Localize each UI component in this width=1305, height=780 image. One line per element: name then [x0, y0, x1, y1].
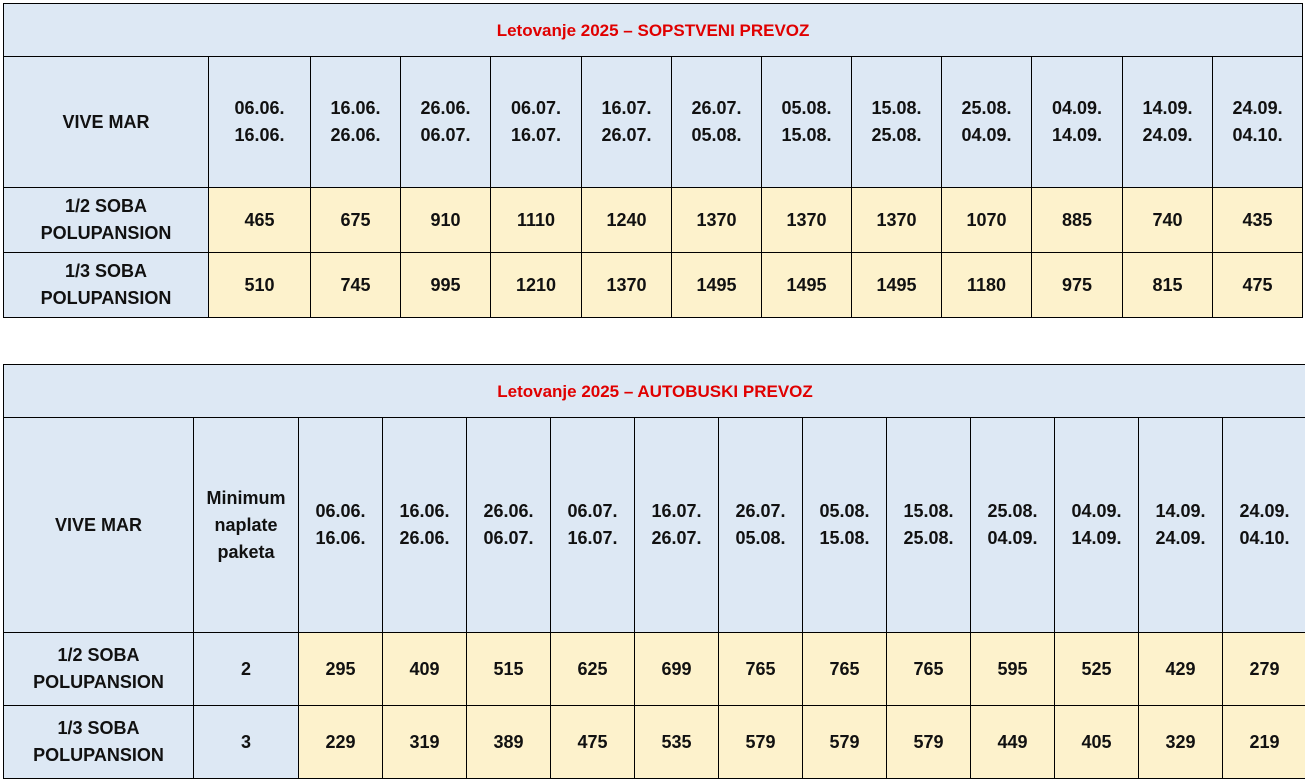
price-cell: 975 [1032, 253, 1123, 318]
period-header [401, 57, 491, 188]
period-end: 14.09. [1071, 528, 1122, 548]
period-header [1032, 57, 1123, 188]
minimum-cell: 3 [194, 706, 299, 779]
table-title: Letovanje 2025 – SOPSTVENI PREVOZ [4, 4, 1303, 57]
room-type-label [4, 706, 194, 779]
period-start: 16.07. [651, 501, 702, 521]
room-type-label [4, 633, 194, 706]
price-cell: 815 [1123, 253, 1213, 318]
price-cell: 699 [635, 633, 719, 706]
period-header [1139, 418, 1223, 633]
period-end: 26.07. [651, 528, 702, 548]
price-table-own-transport [3, 3, 1303, 318]
price-cell: 329 [1139, 706, 1223, 779]
table-title: Letovanje 2025 – AUTOBUSKI PREVOZ [4, 365, 1305, 418]
price-cell: 1240 [582, 188, 672, 253]
period-end: 15.08. [781, 125, 832, 145]
price-cell: 885 [1032, 188, 1123, 253]
period-header [887, 418, 971, 633]
period-start: 16.06. [399, 501, 450, 521]
price-cell: 595 [971, 633, 1055, 706]
price-cell: 995 [401, 253, 491, 318]
period-header [635, 418, 719, 633]
period-start: 06.07. [510, 98, 562, 118]
period-header [942, 57, 1032, 188]
period-header [383, 418, 467, 633]
period-start: 04.09. [1051, 98, 1103, 118]
price-cell: 435 [1213, 188, 1303, 253]
period-end: 24.09. [1142, 125, 1193, 145]
period-start: 16.07. [601, 98, 652, 118]
price-cell: 745 [311, 253, 401, 318]
period-start: 04.09. [1071, 501, 1122, 521]
period-end: 16.06. [315, 528, 366, 548]
period-header [491, 57, 582, 188]
price-cell: 1370 [762, 188, 852, 253]
period-start: 26.07. [735, 501, 786, 521]
minimum-header-line: naplate [214, 514, 278, 535]
price-cell: 1210 [491, 253, 582, 318]
price-cell: 1370 [672, 188, 762, 253]
period-end: 16.07. [510, 125, 562, 145]
price-cell: 510 [209, 253, 311, 318]
period-header [1055, 418, 1139, 633]
room-type-line: 1/2 SOBA [57, 645, 140, 665]
room-type-line: 1/2 SOBA [64, 196, 148, 216]
period-start: 16.06. [330, 98, 381, 118]
period-header [1123, 57, 1213, 188]
period-end: 04.09. [961, 125, 1012, 145]
price-cell: 765 [803, 633, 887, 706]
price-cell: 1370 [582, 253, 672, 318]
price-cell: 465 [209, 188, 311, 253]
price-cell: 765 [887, 633, 971, 706]
price-cell: 409 [383, 633, 467, 706]
period-end: 14.09. [1051, 125, 1103, 145]
room-type-line: POLUPANSION [40, 288, 172, 308]
period-end: 04.10. [1239, 528, 1290, 548]
period-start: 26.07. [691, 98, 742, 118]
period-header [209, 57, 311, 188]
period-start: 06.06. [315, 501, 366, 521]
price-cell: 1495 [852, 253, 942, 318]
period-end: 06.07. [420, 125, 471, 145]
period-start: 25.08. [987, 501, 1038, 521]
period-header [551, 418, 635, 633]
price-cell: 625 [551, 633, 635, 706]
period-end: 26.07. [601, 125, 652, 145]
price-cell: 449 [971, 706, 1055, 779]
room-type-label [4, 188, 209, 253]
price-cell: 579 [719, 706, 803, 779]
period-start: 14.09. [1155, 501, 1206, 521]
room-type-line: 1/3 SOBA [57, 718, 140, 738]
period-end: 16.07. [567, 528, 618, 548]
period-start: 14.09. [1142, 98, 1193, 118]
price-cell: 525 [1055, 633, 1139, 706]
period-end: 24.09. [1155, 528, 1206, 548]
period-start: 26.06. [483, 501, 534, 521]
price-cell: 1370 [852, 188, 942, 253]
period-end: 26.06. [399, 528, 450, 548]
period-end: 04.09. [987, 528, 1038, 548]
price-cell: 740 [1123, 188, 1213, 253]
period-header [719, 418, 803, 633]
corner-header: VIVE MAR [4, 57, 209, 188]
period-end: 06.07. [483, 528, 534, 548]
period-start: 26.06. [420, 98, 471, 118]
price-cell: 579 [887, 706, 971, 779]
price-cell: 389 [467, 706, 551, 779]
period-end: 04.10. [1232, 125, 1283, 145]
period-header [852, 57, 942, 188]
period-header [582, 57, 672, 188]
period-start: 06.07. [567, 501, 618, 521]
period-start: 15.08. [871, 98, 922, 118]
period-start: 15.08. [903, 501, 954, 521]
price-cell: 515 [467, 633, 551, 706]
period-end: 05.08. [735, 528, 786, 548]
price-table-bus-transport [3, 364, 1305, 779]
price-cell: 429 [1139, 633, 1223, 706]
room-type-line: POLUPANSION [33, 745, 164, 765]
period-end: 15.08. [819, 528, 870, 548]
period-header [803, 418, 887, 633]
period-start: 24.09. [1232, 98, 1283, 118]
period-start: 05.08. [781, 98, 832, 118]
price-cell: 579 [803, 706, 887, 779]
minimum-header-line: Minimum [206, 487, 286, 508]
period-end: 16.06. [234, 125, 285, 145]
period-header [762, 57, 852, 188]
price-cell: 1110 [491, 188, 582, 253]
price-cell: 535 [635, 706, 719, 779]
room-type-line: POLUPANSION [40, 223, 172, 243]
price-cell: 405 [1055, 706, 1139, 779]
price-cell: 319 [383, 706, 467, 779]
price-cell: 219 [1223, 706, 1305, 779]
price-cell: 295 [299, 633, 383, 706]
period-start: 24.09. [1239, 501, 1290, 521]
period-end: 05.08. [691, 125, 742, 145]
period-end: 25.08. [903, 528, 954, 548]
period-header [311, 57, 401, 188]
price-cell: 765 [719, 633, 803, 706]
period-header [299, 418, 383, 633]
minimum-cell: 2 [194, 633, 299, 706]
period-start: 06.06. [234, 98, 285, 118]
period-header [467, 418, 551, 633]
room-type-line: POLUPANSION [33, 672, 164, 692]
price-cell: 475 [1213, 253, 1303, 318]
period-start: 25.08. [961, 98, 1012, 118]
price-cell: 279 [1223, 633, 1305, 706]
period-header [1213, 57, 1303, 188]
period-header [971, 418, 1055, 633]
minimum-header-line: paketa [217, 541, 275, 562]
price-cell: 1495 [672, 253, 762, 318]
room-type-label [4, 253, 209, 318]
period-header [1223, 418, 1305, 633]
corner-header: VIVE MAR [4, 418, 194, 633]
price-cell: 1495 [762, 253, 852, 318]
period-start: 05.08. [819, 501, 870, 521]
price-cell: 1180 [942, 253, 1032, 318]
room-type-line: 1/3 SOBA [64, 261, 148, 281]
minimum-header [194, 418, 299, 633]
period-end: 25.08. [871, 125, 922, 145]
price-cell: 475 [551, 706, 635, 779]
price-cell: 229 [299, 706, 383, 779]
price-cell: 1070 [942, 188, 1032, 253]
period-header [672, 57, 762, 188]
price-cell: 910 [401, 188, 491, 253]
period-end: 26.06. [330, 125, 381, 145]
price-cell: 675 [311, 188, 401, 253]
